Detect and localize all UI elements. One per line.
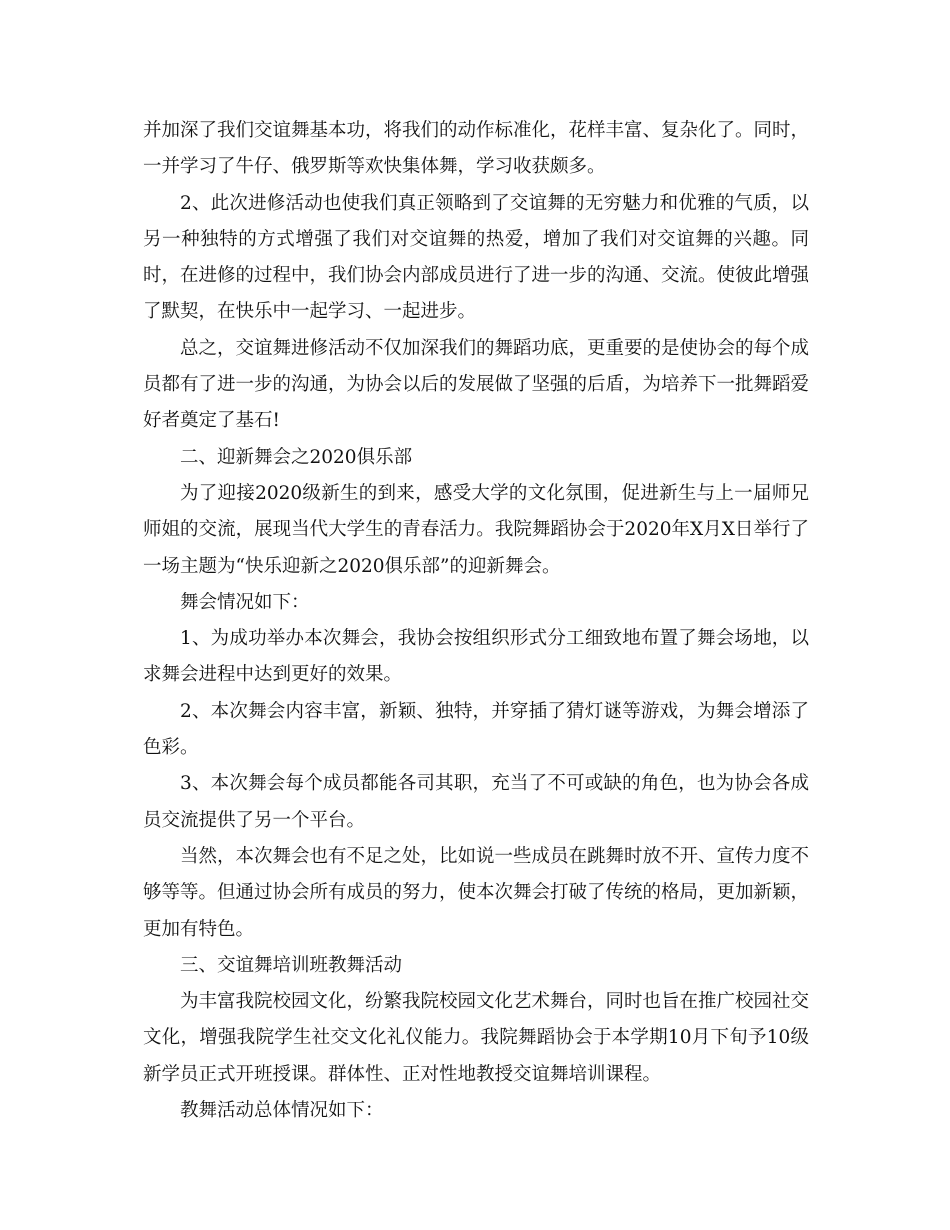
section-heading-2: 二、迎新舞会之2020俱乐部	[180, 446, 413, 468]
paragraph-welcome-intro: 为了迎接2020级新生的到来，感受大学的文化氛围，促进新生与上一届师兄师姐的交流，展现当代大学生的青春活力。我院舞蹈协会于2020年X月X日举行了一场主题为“快乐迎新之2020俱乐部”的迎新舞会。	[143, 482, 809, 577]
paragraph-item-2: 2、此次进修活动也使我们真正领略到了交谊舞的无穷魅力和优雅的气质，以另一种独特的方式增强了我们对交谊舞的热爱，增加了我们对交谊舞的兴趣。同时，在进修的过程中，我们协会内部成员进行了进一步的沟通、交流。使彼此增强了默契，在快乐中一起学习、一起进步。	[143, 192, 810, 323]
document-body	[143, 113, 809, 1129]
paragraph-shortcomings: 当然，本次舞会也有不足之处，比如说一些成员在跳舞时放不开、宣传力度不够等等。但通过协会所有成员的努力，使本次舞会打破了传统的格局，更加新颖，更加有特色。	[143, 845, 810, 940]
paragraph-dance-status: 舞会情况如下：	[180, 591, 310, 613]
paragraph-summary: 总之，交谊舞进修活动不仅加深我们的舞蹈功底，更重要的是使协会的每个成员都有了进一步的沟通，为协会以后的发展做了坚强的后盾，为培养下一批舞蹈爱好者奠定了基石!	[143, 337, 810, 432]
paragraph-training-status: 教舞活动总体情况如下：	[180, 1100, 384, 1122]
list-item-3: 3、本次舞会每个成员都能各司其职，充当了不可或缺的角色，也为协会各成员交流提供了另一个平台。	[143, 773, 809, 831]
paragraph-continuation: 并加深了我们交谊舞基本功，将我们的动作标准化，花样丰富、复杂化了。同时，一并学习了牛仔、俄罗斯等欢快集体舞，学习收获颇多。	[143, 120, 810, 178]
list-item-1: 1、为成功举办本次舞会，我协会按组织形式分工细致地布置了舞会场地，以求舞会进程中达到更好的效果。	[143, 628, 809, 686]
list-item-2: 2、本次舞会内容丰富，新颖、独特，并穿插了猜灯谜等游戏，为舞会增添了色彩。	[143, 700, 809, 759]
paragraph-training-intro: 为丰富我院校园文化，纷繁我院校园文化艺术舞台，同时也旨在推广校园社交文化，增强我院学生社交文化礼仪能力。我院舞蹈协会于本学期10月下旬予10级新学员正式开班授课。群体性、正对性地教授交谊舞培训课程。	[143, 991, 810, 1085]
section-heading-3: 三、交谊舞培训班教舞活动	[180, 954, 403, 976]
